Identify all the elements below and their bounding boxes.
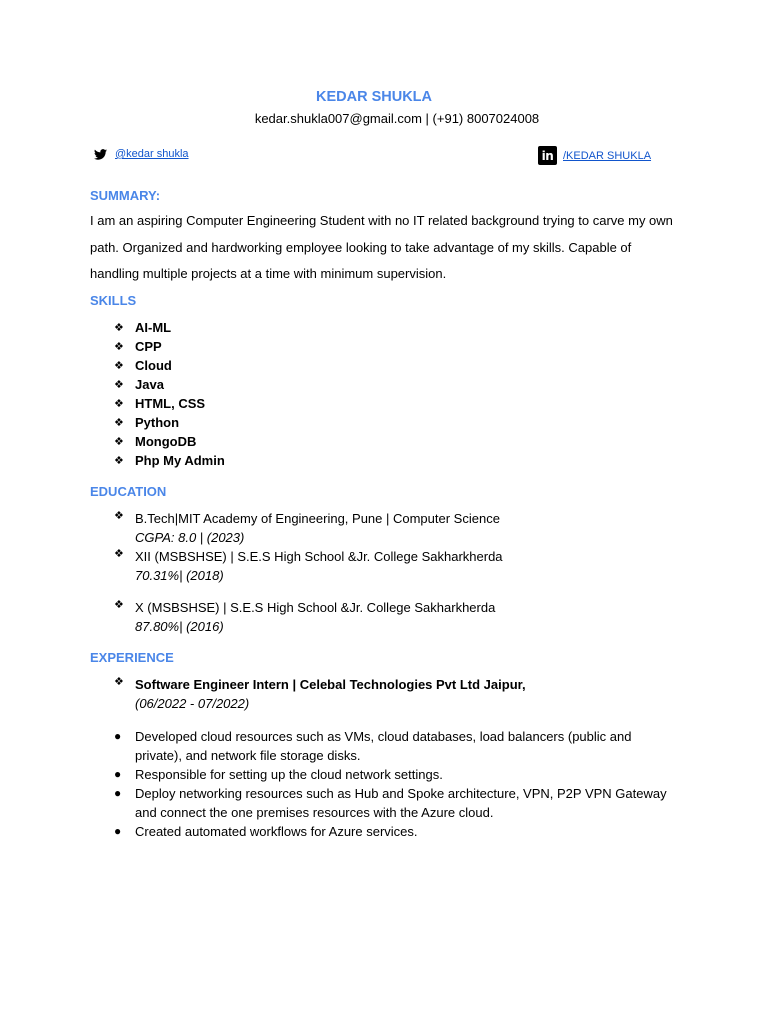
experience-period: (06/2022 - 07/2022) — [135, 696, 250, 711]
list-item — [114, 337, 225, 356]
education-title: X (MSBSHSE) | S.E.S High School &Jr. College Sakharkherda — [135, 600, 496, 615]
education-heading: EDUCATION — [90, 484, 167, 499]
list-item — [114, 598, 503, 636]
list-item — [114, 413, 225, 432]
skill-label: Cloud — [135, 358, 172, 373]
bullet-dot-icon: ● — [114, 729, 122, 743]
twitter-link[interactable]: @kedar shukla — [115, 148, 189, 160]
list-item — [114, 727, 674, 765]
skill-label: Python — [135, 415, 180, 430]
linkedin-icon[interactable]: in — [538, 146, 557, 165]
experience-list — [114, 675, 526, 713]
list-item — [114, 356, 225, 375]
diamond-bullet-icon: ❖ — [114, 340, 124, 353]
education-detail: 70.31%| (2018) — [135, 568, 224, 583]
twitter-icon[interactable] — [94, 149, 107, 160]
list-item — [114, 784, 674, 822]
education-title: XII (MSBSHSE) | S.E.S High School &Jr. College Sakharkherda — [135, 549, 503, 564]
skills-list — [114, 318, 225, 470]
experience-heading: EXPERIENCE — [90, 650, 174, 665]
list-item — [114, 509, 503, 547]
list-item — [114, 318, 225, 337]
experience-point: Created automated workflows for Azure services. — [135, 824, 418, 839]
skill-label: AI-ML — [135, 320, 172, 335]
diamond-bullet-icon: ❖ — [114, 598, 124, 611]
skill-label: CPP — [135, 339, 162, 354]
summary-heading: SUMMARY: — [90, 188, 161, 203]
candidate-name: KEDAR SHUKLA — [316, 89, 432, 105]
diamond-bullet-icon: ❖ — [114, 378, 124, 391]
diamond-bullet-icon: ❖ — [114, 454, 124, 467]
experience-role: Software Engineer Intern | Celebal Technologies Pvt Ltd Jaipur, — [135, 677, 526, 692]
linkedin-profile — [538, 146, 651, 165]
experience-point: Developed cloud resources such as VMs, cloud databases, load balancers (public and private), and network file storage disks. — [135, 729, 632, 763]
education-title: B.Tech|MIT Academy of Engineering, Pune | Computer Science — [135, 511, 500, 526]
diamond-bullet-icon: ❖ — [114, 397, 124, 410]
list-item — [114, 432, 225, 451]
diamond-bullet-icon: ❖ — [114, 675, 124, 688]
diamond-bullet-icon: ❖ — [114, 321, 124, 334]
skills-heading: SKILLS — [90, 293, 137, 308]
diamond-bullet-icon: ❖ — [114, 509, 124, 522]
skill-label: MongoDB — [135, 434, 197, 449]
list-item — [114, 765, 674, 784]
experience-points — [114, 727, 674, 841]
bullet-dot-icon: ● — [114, 786, 122, 800]
experience-point: Deploy networking resources such as Hub and Spoke architecture, VPN, P2P VPN Gateway and connect the one premises resources with the Azure cloud. — [135, 786, 667, 820]
bullet-dot-icon: ● — [114, 824, 122, 838]
summary-text: I am an aspiring Computer Engineering Student with no IT related background trying to carve my own path. Organized and hardworking employee looking to take advantage of my skills. Capable of handling multiple projects at a time with minimum supervision. — [90, 213, 673, 281]
diamond-bullet-icon: ❖ — [114, 359, 124, 372]
diamond-bullet-icon: ❖ — [114, 435, 124, 448]
diamond-bullet-icon: ❖ — [114, 547, 124, 560]
list-item — [114, 451, 225, 470]
education-detail: CGPA: 8.0 | (2023) — [135, 530, 245, 545]
skill-label: Php My Admin — [135, 453, 225, 468]
linkedin-link[interactable]: /KEDAR SHUKLA — [563, 149, 652, 162]
twitter-profile — [94, 148, 189, 160]
contact-info: kedar.shukla007@gmail.com | (+91) 8007024008 — [254, 111, 540, 126]
list-item — [114, 675, 526, 713]
list-item — [114, 394, 225, 413]
skill-label: HTML, CSS — [135, 396, 206, 411]
diamond-bullet-icon: ❖ — [114, 416, 124, 429]
education-detail: 87.80%| (2016) — [135, 619, 224, 634]
list-item — [114, 547, 503, 585]
bullet-dot-icon: ● — [114, 767, 122, 781]
list-item — [114, 822, 674, 841]
skill-label: Java — [135, 377, 164, 392]
list-item — [114, 375, 225, 394]
education-list — [114, 509, 503, 636]
experience-point: Responsible for setting up the cloud network settings. — [135, 767, 443, 782]
